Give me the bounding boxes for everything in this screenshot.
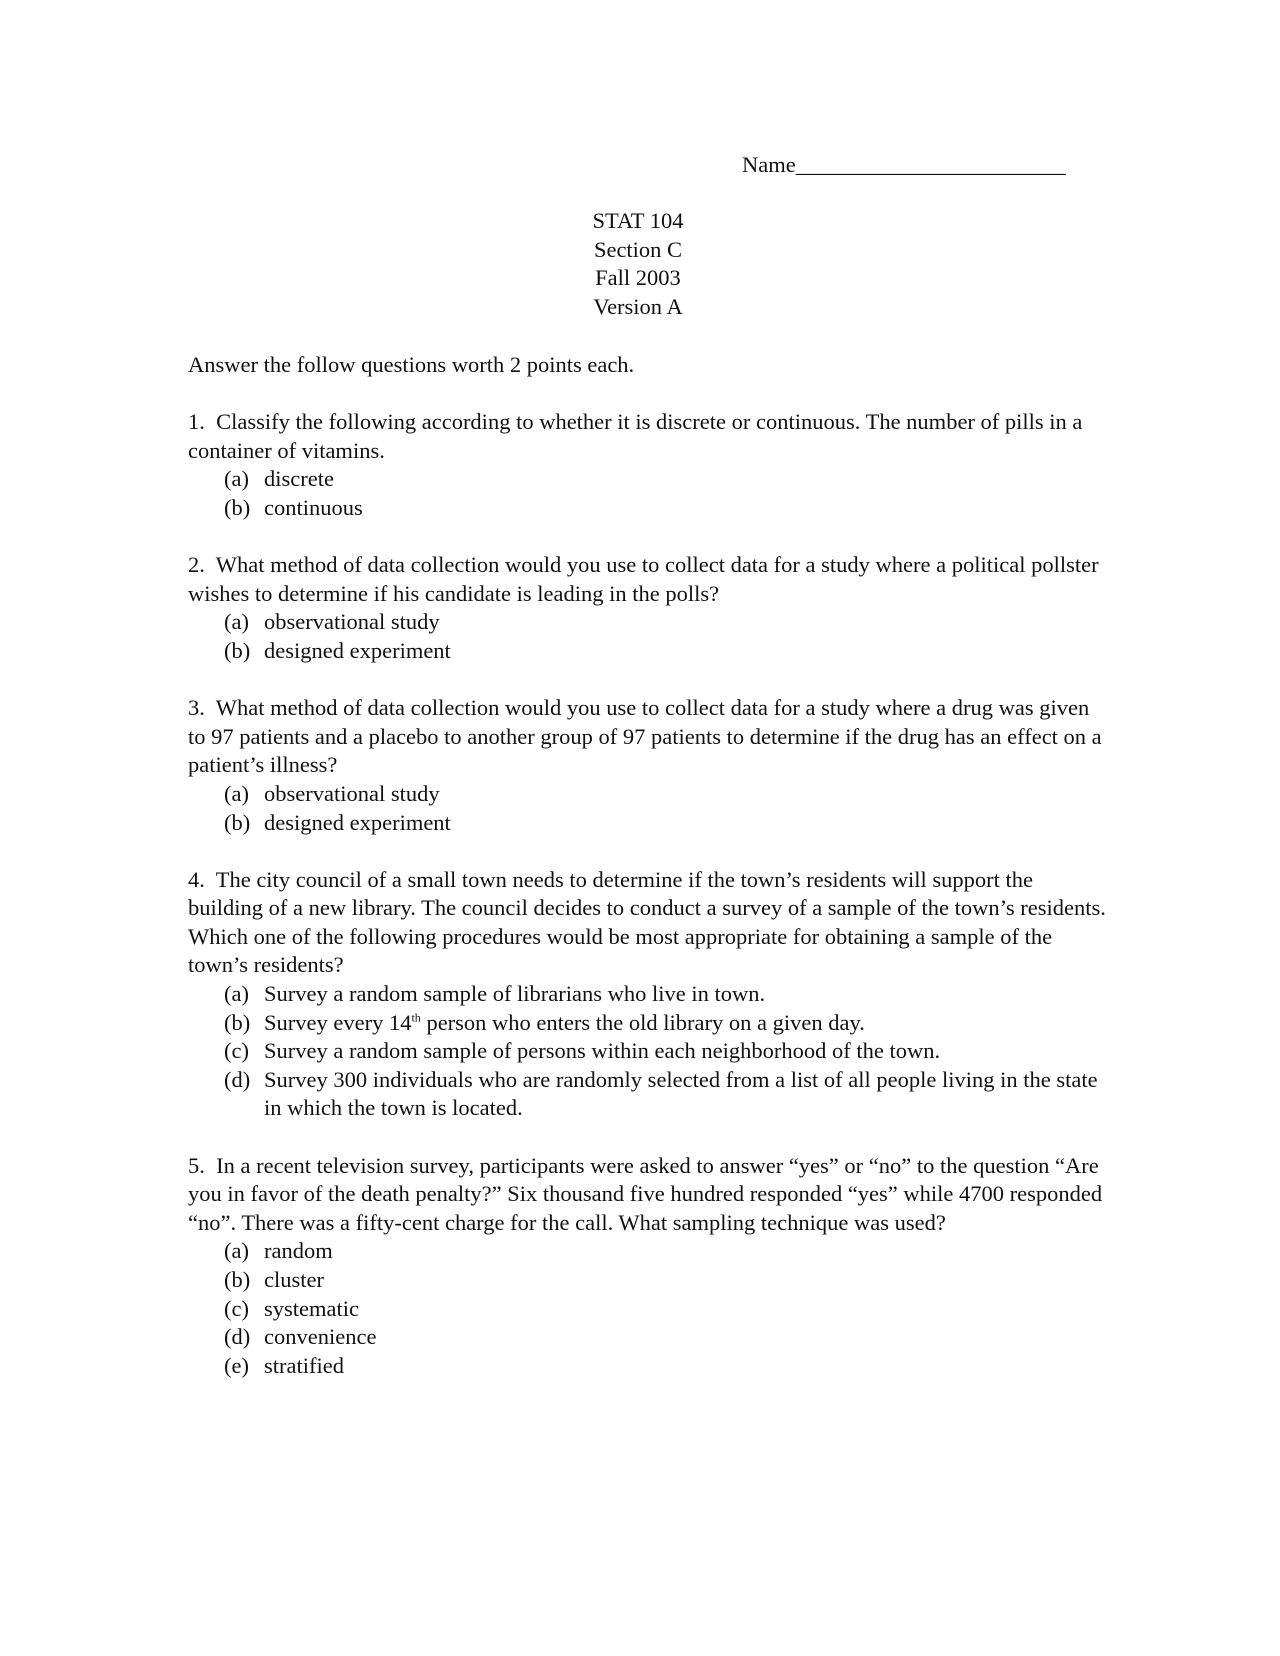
- choice-text-before: Survey every 14: [264, 1009, 412, 1035]
- course-title: STAT 104: [592, 208, 684, 233]
- choice-text: designed experiment: [264, 637, 451, 663]
- question-3: [188, 694, 1108, 837]
- exam-header: [540, 207, 736, 321]
- choice-text: Survey a random sample of librarians who live in town.: [264, 981, 766, 1007]
- choice-text-after: person who enters the old library on a given day.: [420, 1009, 865, 1035]
- choice-list: [188, 1237, 1108, 1380]
- choice-a[interactable]: [224, 1237, 1108, 1266]
- choice-a[interactable]: [224, 465, 1108, 494]
- choice-text: [264, 1009, 1108, 1038]
- choice-letter: (e): [224, 1352, 249, 1378]
- choice-d[interactable]: [224, 1323, 1108, 1352]
- question-number: 1.: [188, 409, 205, 435]
- ordinal-superscript: th: [411, 1010, 421, 1025]
- question-stem: [188, 866, 1108, 980]
- choice-text: stratified: [264, 1352, 344, 1378]
- choice-text: observational study: [264, 780, 440, 806]
- question-4: [188, 866, 1108, 1123]
- choice-a[interactable]: [224, 980, 1108, 1009]
- question-number: 2.: [188, 552, 205, 578]
- term-label: Fall 2003: [595, 265, 681, 291]
- choice-c[interactable]: [224, 1295, 1108, 1324]
- choice-b[interactable]: [224, 637, 1108, 666]
- name-field-label: Name________________________: [742, 152, 1066, 177]
- choice-list: [188, 980, 1108, 1123]
- instructions: Answer the follow questions worth 2 points each.: [188, 352, 635, 377]
- question-number: 3.: [188, 695, 205, 721]
- choice-letter: (b): [224, 1009, 251, 1035]
- question-text: In a recent television survey, participants were asked to answer “yes” or “no” to the question “Are you in favor of the death penalty?” Six thousand five hundred responded “yes” while 4700 responded “no”. There was a fifty-cent charge for the call. What sampling technique was used?: [188, 1152, 1103, 1235]
- choice-b[interactable]: [224, 809, 1108, 838]
- choice-list: [188, 465, 1108, 522]
- choice-a[interactable]: [224, 780, 1108, 809]
- choice-letter: (c): [224, 1295, 249, 1321]
- version-label: Version A: [593, 293, 683, 319]
- choice-text: designed experiment: [264, 809, 451, 835]
- choice-text: random: [264, 1238, 333, 1264]
- choice-text: Survey 300 individuals who are randomly selected from a list of all people living in the state in which the town is located.: [264, 1066, 1098, 1121]
- choice-b[interactable]: [224, 1009, 1108, 1038]
- choice-text: continuous: [264, 494, 363, 520]
- choice-c[interactable]: [224, 1037, 1108, 1066]
- question-number: 5.: [188, 1152, 205, 1178]
- choice-letter: (b): [224, 809, 251, 835]
- choice-text: convenience: [264, 1324, 377, 1350]
- choice-letter: (c): [224, 1038, 249, 1064]
- choice-letter: (a): [224, 466, 249, 492]
- choice-letter: (a): [224, 780, 249, 806]
- choice-text: Survey a random sample of persons within each neighborhood of the town.: [264, 1038, 941, 1064]
- choice-letter: (d): [224, 1066, 251, 1092]
- choice-list: [188, 780, 1108, 837]
- choice-letter: (b): [224, 494, 251, 520]
- question-stem: [188, 408, 1108, 465]
- choice-text: cluster: [264, 1267, 324, 1292]
- exam-body: [188, 351, 1108, 1409]
- choice-a[interactable]: [224, 608, 1108, 637]
- question-2: [188, 551, 1108, 665]
- choice-letter: (b): [224, 637, 251, 663]
- question-1: [188, 408, 1108, 522]
- choice-letter: (a): [224, 1238, 249, 1264]
- choice-letter: (a): [224, 609, 249, 635]
- question-stem: [188, 1152, 1108, 1238]
- choice-letter: (b): [224, 1267, 251, 1292]
- choice-letter: (d): [224, 1324, 251, 1350]
- choice-list: [188, 608, 1108, 665]
- question-text: The city council of a small town needs to determine if the town’s residents will support the building of a new library. The council decides to conduct a survey of a sample of the town’s residents. Which one of the following procedures would be most appropriate for obtaining a sample of the town’s residents?: [188, 866, 1106, 978]
- question-number: 4.: [188, 866, 205, 892]
- choice-b[interactable]: [224, 1266, 1108, 1295]
- question-stem: [188, 551, 1108, 608]
- choice-b[interactable]: [224, 494, 1108, 523]
- question-5: [188, 1152, 1108, 1381]
- question-text: Classify the following according to whether it is discrete or continuous. The number of pills in a container of vitamins.: [188, 409, 1083, 463]
- choice-e[interactable]: [224, 1352, 1108, 1381]
- choice-d[interactable]: [224, 1066, 1108, 1123]
- question-stem: [188, 694, 1108, 780]
- choice-text: observational study: [264, 609, 440, 635]
- section-label: Section C: [593, 236, 683, 262]
- choice-text: discrete: [264, 466, 334, 492]
- question-text: What method of data collection would you use to collect data for a study where a political pollster wishes to determine if his candidate is leading in the polls?: [188, 552, 1099, 606]
- choice-letter: (a): [224, 981, 249, 1007]
- choice-text: systematic: [264, 1295, 359, 1321]
- question-text: What method of data collection would you use to collect data for a study where a drug was given to 97 patients and a placebo to another group of 97 patients to determine if the drug has an effect on a patient’s illness?: [188, 695, 1102, 778]
